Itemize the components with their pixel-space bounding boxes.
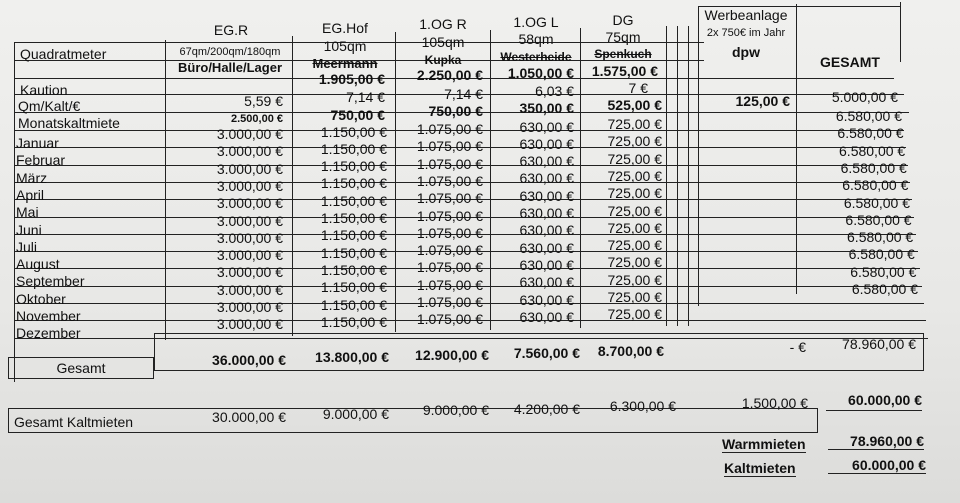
month-cell: 725,00 € xyxy=(607,116,662,132)
month-total: 6.580,00 € xyxy=(848,246,915,263)
monatkalt-werbe: 125,00 € xyxy=(735,93,790,109)
month-label: März xyxy=(16,169,48,186)
month-cell: 630,00 € xyxy=(519,118,574,135)
month-cell: 1.075,00 € xyxy=(416,172,483,189)
gesamt-grand: 78.960,00 € xyxy=(842,336,916,352)
header-gesamt: GESAMT xyxy=(820,54,880,70)
month-cell: 725,00 € xyxy=(607,289,662,305)
header-werbe-tenant: dpw xyxy=(732,44,760,60)
grid-line xyxy=(688,26,689,326)
month-cell: 725,00 € xyxy=(607,202,662,219)
kaution-1ogr: 2.250,00 € xyxy=(416,67,483,83)
month-total: 6.580,00 € xyxy=(850,263,917,280)
month-cell: 3.000,00 € xyxy=(216,316,283,333)
month-cell: 1.150,00 € xyxy=(320,175,387,192)
kaution-1ogl: 1.050,00 € xyxy=(507,65,574,81)
month-cell: 630,00 € xyxy=(519,170,574,187)
month-label: Januar xyxy=(16,135,59,151)
qmkalt-eghof: 7,14 € xyxy=(346,89,385,105)
header-size-1ogl: 58qm xyxy=(518,31,554,47)
kalt-eghof: 9.000,00 € xyxy=(322,406,389,422)
month-cell: 1.150,00 € xyxy=(320,296,387,313)
month-cell: 725,00 € xyxy=(607,150,662,167)
summary-kaltmieten: 60.000,00 € xyxy=(828,457,926,474)
month-cell: 725,00 € xyxy=(607,306,662,323)
grid-line xyxy=(490,30,491,330)
month-total: 6.580,00 € xyxy=(847,229,914,246)
month-cell: 630,00 € xyxy=(519,308,574,325)
month-cell: 1.075,00 € xyxy=(416,294,483,310)
month-cell: 630,00 € xyxy=(519,291,574,308)
gesamt-egr: 36.000,00 € xyxy=(212,352,286,368)
kaution-eghof: 1.905,00 € xyxy=(318,71,385,87)
month-cell: 630,00 € xyxy=(519,153,574,170)
grid-line xyxy=(666,26,667,326)
month-cell: 1.150,00 € xyxy=(320,192,387,209)
qmkalt-dg: 7 € xyxy=(628,80,648,96)
grid-line xyxy=(165,40,166,340)
month-label: Juli xyxy=(16,238,38,255)
month-cell: 3.000,00 € xyxy=(216,160,283,177)
month-cell: 725,00 € xyxy=(607,237,662,254)
header-werbe-sub: 2x 750€ im Jahr xyxy=(706,27,786,39)
summary-warmmieten: 78.960,00 € xyxy=(828,433,924,450)
gesamt-dg: 8.700,00 € xyxy=(597,343,664,359)
qmkalt-1ogl: 6,03 € xyxy=(535,83,574,99)
month-cell: 1.075,00 € xyxy=(416,207,483,224)
header-tenant-egr: Büro/Halle/Lager xyxy=(177,60,283,75)
grid-line xyxy=(796,4,797,294)
month-cell: 1.075,00 € xyxy=(416,190,483,207)
monatkalt-gesamt: 5.000,00 € xyxy=(831,89,898,105)
header-tenant-1ogr: Kupka xyxy=(424,53,462,67)
monatkalt-dg: 525,00 € xyxy=(607,97,662,113)
kalt-werbe: 1.500,00 € xyxy=(741,395,808,411)
month-cell: 3.000,00 € xyxy=(216,247,283,264)
month-cell: 3.000,00 € xyxy=(216,143,283,160)
header-tenant-dg: Spenkuch xyxy=(594,47,652,61)
gesamt-1ogr: 12.900,00 € xyxy=(415,347,489,363)
header-size-1ogr: 105qm xyxy=(421,34,465,50)
month-cell: 3.000,00 € xyxy=(216,229,283,246)
month-total: 6.580,00 € xyxy=(837,125,904,142)
month-cell: 630,00 € xyxy=(519,239,574,256)
label-warmmieten: Warmmieten xyxy=(722,436,806,452)
header-size-egr: 67qm/200qm/180qm xyxy=(179,46,281,58)
month-cell: 1.150,00 € xyxy=(320,244,387,261)
grid-line xyxy=(677,26,678,326)
month-cell: 725,00 € xyxy=(607,167,662,184)
month-cell: 3.000,00 € xyxy=(216,177,283,194)
month-cell: 630,00 € xyxy=(519,274,574,291)
qmkalt-1ogr: 7,14 € xyxy=(444,86,483,102)
month-cell: 630,00 € xyxy=(519,205,574,221)
month-cell: 630,00 € xyxy=(519,256,574,273)
header-size-dg: 75qm xyxy=(605,29,641,45)
header-col-1ogr: 1.OG R xyxy=(419,16,467,32)
label-quadratmeter: Quadratmeter xyxy=(20,46,107,62)
header-col-eghof: EG.Hof xyxy=(322,20,368,36)
month-cell: 725,00 € xyxy=(607,185,662,202)
month-cell: 1.150,00 € xyxy=(320,227,387,244)
month-cell: 630,00 € xyxy=(519,135,574,152)
month-label: September xyxy=(16,273,85,290)
month-cell: 3.000,00 € xyxy=(216,264,283,281)
grid-line xyxy=(292,36,293,336)
month-total: 6.580,00 € xyxy=(851,281,918,297)
header-werbeanlage: Werbeanlage xyxy=(704,7,788,23)
kalt-1ogl: 4.200,00 € xyxy=(513,401,580,417)
month-total: 6.580,00 € xyxy=(835,108,902,124)
label-monatskaltmiete: Monatskaltmiete xyxy=(18,115,120,131)
month-label: Dezember xyxy=(16,325,81,342)
month-cell: 630,00 € xyxy=(519,187,574,204)
month-cell: 3.000,00 € xyxy=(216,281,283,298)
label-kaltmieten: Kaltmieten xyxy=(724,460,796,476)
month-total: 6.580,00 € xyxy=(840,159,907,176)
grid-line xyxy=(580,28,581,328)
month-cell: 725,00 € xyxy=(607,254,662,271)
month-cell: 1.075,00 € xyxy=(416,121,483,137)
header-col-egr: EG.R xyxy=(213,22,249,38)
month-cell: 630,00 € xyxy=(519,222,574,239)
label-qm-kalt: Qm/Kalt/€ xyxy=(18,98,81,114)
header-tenant-1ogl: Westerheide xyxy=(500,50,572,64)
monatkalt-1ogl: 350,00 € xyxy=(519,100,574,116)
month-total: 6.580,00 € xyxy=(845,211,912,228)
month-total: 6.580,00 € xyxy=(842,177,909,194)
month-cell: 1.150,00 € xyxy=(320,158,387,175)
gesamt-1ogl: 7.560,00 € xyxy=(513,345,580,361)
kalt-1ogr: 9.000,00 € xyxy=(422,402,489,418)
month-cell: 1.075,00 € xyxy=(416,138,483,155)
month-cell: 1.075,00 € xyxy=(416,242,483,259)
month-label: November xyxy=(16,308,81,324)
month-cell: 3.000,00 € xyxy=(216,299,283,315)
month-cell: 725,00 € xyxy=(607,219,662,236)
monatkalt-eghof: 750,00 € xyxy=(330,107,385,123)
label-kaution: Kaution xyxy=(20,82,68,98)
month-cell: 1.150,00 € xyxy=(320,279,387,296)
month-label: Februar xyxy=(16,152,66,169)
month-cell: 1.075,00 € xyxy=(416,259,483,276)
month-label: Mai xyxy=(16,204,39,221)
kalt-egr: 30.000,00 € xyxy=(212,409,286,425)
month-label: Juni xyxy=(16,221,42,238)
grid-line xyxy=(14,42,15,382)
gesamt-eghof: 13.800,00 € xyxy=(315,349,389,365)
monatkalt-egr: 2.500,00 € xyxy=(231,113,283,125)
label-gesamt-kaltmieten: Gesamt Kaltmieten xyxy=(14,414,134,430)
monatkalt-1ogr: 750,00 € xyxy=(428,103,483,119)
month-cell: 3.000,00 € xyxy=(216,126,283,142)
month-cell: 1.150,00 € xyxy=(320,123,387,140)
month-cell: 1.075,00 € xyxy=(416,224,483,241)
month-cell: 1.150,00 € xyxy=(320,261,387,278)
qmkalt-egr: 5,59 € xyxy=(244,93,283,109)
label-gesamt: Gesamt xyxy=(56,360,106,376)
month-cell: 1.150,00 € xyxy=(320,140,387,157)
month-cell: 3.000,00 € xyxy=(216,212,283,229)
month-cell: 1.075,00 € xyxy=(416,311,483,328)
header-col-dg: DG xyxy=(612,12,634,28)
month-cell: 725,00 € xyxy=(607,271,662,288)
month-label: April xyxy=(16,186,45,203)
gesamt-werbe: - € xyxy=(789,339,806,355)
month-label: Oktober xyxy=(16,290,66,307)
month-cell: 1.075,00 € xyxy=(416,276,483,293)
grid-line xyxy=(900,2,901,62)
kalt-dg: 6.300,00 € xyxy=(609,398,676,414)
month-cell: 1.150,00 € xyxy=(320,313,387,330)
grid-line xyxy=(395,32,396,332)
month-label: August xyxy=(16,256,60,273)
month-cell: 1.075,00 € xyxy=(416,155,483,172)
kalt-grand: 60.000,00 € xyxy=(826,392,922,411)
month-total: 6.580,00 € xyxy=(843,194,910,211)
month-cell: 1.150,00 € xyxy=(320,210,387,226)
header-col-1ogl: 1.OG L xyxy=(513,14,559,30)
header-size-eghof: 105qm xyxy=(323,38,367,54)
month-cell: 725,00 € xyxy=(607,133,662,150)
header-tenant-eghof: Meermann xyxy=(312,56,378,71)
month-cell: 3.000,00 € xyxy=(216,195,283,212)
kaution-dg: 1.575,00 € xyxy=(591,63,658,79)
month-total: 6.580,00 € xyxy=(839,142,906,159)
